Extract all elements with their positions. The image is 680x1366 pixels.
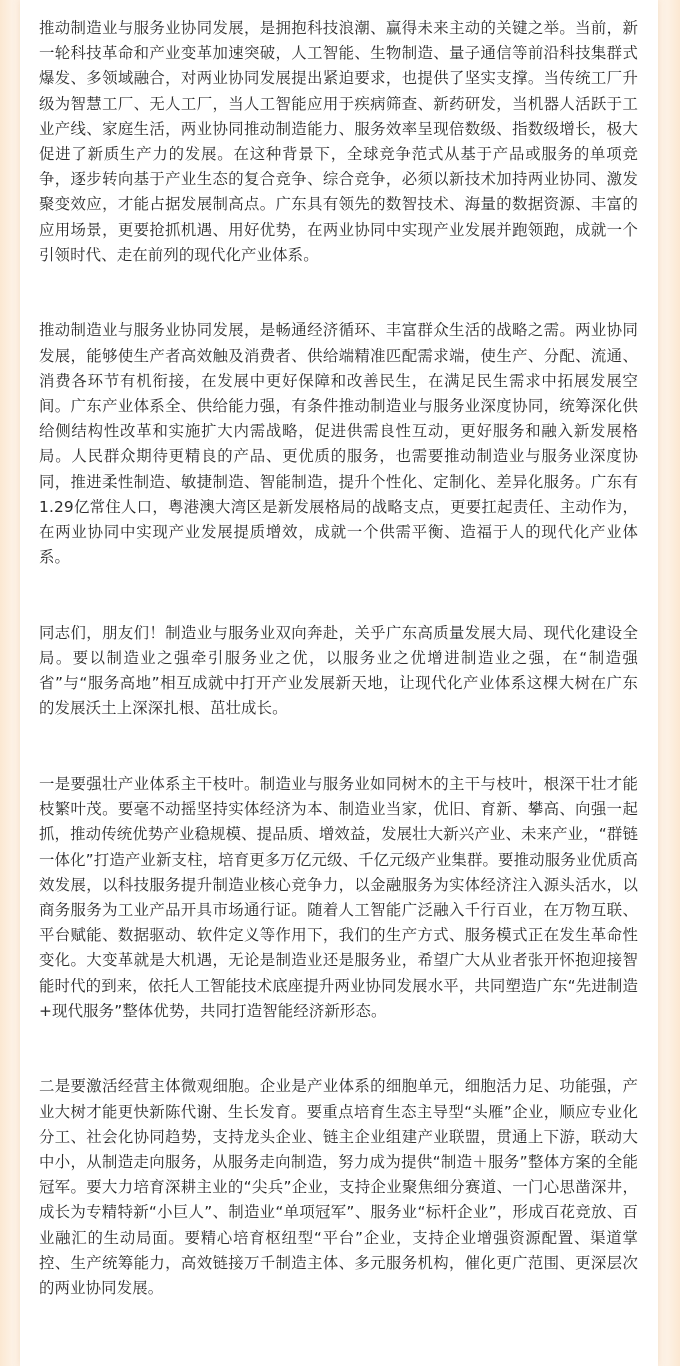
article-card	[20, 0, 658, 1366]
article-paragraph-4: 一是要强壮产业体系主干枝叶。制造业与服务业如同树木的主干与枝叶，根深干壮才能枝繁叶茂。要毫不动摇坚持实体经济为本、制造业当家，优旧、育新、攀高、向强一起抓，推动传统优势产业稳规模、提品质、增效益，发展壮大新兴产业、未来产业，“群链一体化”打造产业新支柱，培育更多万亿元级、千亿元级产业集群。要推动服务业优质高效发展，以科技服务提升制造业核心竞争力，以金融服务为实体经济注入源头活水，以商务服务为工业产品开具市场通行证。随着人工智能广泛融入千行百业，在万物互联、平台赋能、数据驱动、软件定义等作用下，我们的生产方式、服务模式正在发生革命性变化。大变革就是大机遇，无论是制造业还是服务业，希望广大从业者张开怀抱迎接智能时代的到来，依托人工智能技术底座提升两业协同发展水平，共同塑造广东“先进制造+现代服务”整体优势，共同打造智能经济新形态。	[39, 775, 638, 1020]
article-paragraph-2: 推动制造业与服务业协同发展，是畅通经济循环、丰富群众生活的战略之需。两业协同发展，能够使生产者高效触及消费者、供给端精准匹配需求端，使生产、分配、流通、消费各环节有机衔接，在发展中更好保障和改善民生，在满足民生需求中拓展发展空间。广东产业体系全、供给能力强，有条件推动制造业与服务业深度协同，统筹深化供给侧结构性改革和实施扩大内需战略，促进供需良性互动，更好服务和融入新发展格局。人民群众期待更精良的产品、更优质的服务，也需要推动制造业与服务业深度协同，推进柔性制造、敏捷制造、智能制造，提升个性化、定制化、差异化服务。广东有1.29亿常住人口，粤港澳大湾区是新发展格局的战略支点，更要扛起责任、主动作为，在两业协同中实现产业发展提质增效，成就一个供需平衡、造福于人的现代化产业体系。	[39, 321, 638, 567]
article-paragraph-1: 推动制造业与服务业协同发展，是拥抱科技浪潮、赢得未来主动的关键之举。当前，新一轮科技革命和产业变革加速突破，人工智能、生物制造、量子通信等前沿科技集群式爆发、多领域融合，对两业协同发展提出紧迫要求，也提供了坚实支撑。当传统工厂升级为智慧工厂、无人工厂，当人工智能应用于疾病筛查、新药研发，当机器人活跃于工业产线、家庭生活，两业协同推动制造能力、服务效率呈现倍数级、指数级增长，极大促进了新质生产力的发展。在这种背景下，全球竞争范式从基于产品或服务的单项竞争，逐步转向基于产业生态的复合竞争、综合竞争，必须以新技术加持两业协同、激发聚变效应，才能占据发展制高点。广东具有领先的数智技术、海量的数据资源、丰富的应用场景，更要抢抓机遇、用好优势，在两业协同中实现产业发展并跑领跑，成就一个引领时代、走在前列的现代化产业体系。	[39, 19, 638, 264]
article-paragraph-5: 二是要激活经营主体微观细胞。企业是产业体系的细胞单元，细胞活力足、功能强，产业大树才能更快新陈代谢、生长发育。要重点培育生态主导型“头雁”企业，顺应专业化分工、社会化协同趋势，支持龙头企业、链主企业组建产业联盟，贯通上下游，联动大中小，从制造走向服务，从服务走向制造，努力成为提供“制造＋服务”整体方案的全能冠军。要大力培育深耕主业的“尖兵”企业，支持企业聚焦细分赛道、一门心思凿深井，成长为专精特新“小巨人”、制造业“单项冠军”、服务业“标杆企业”，形成百花竞放、百业融汇的生动局面。要精心培育枢纽型“平台”企业，支持企业增强资源配置、渠道掌控、生产统筹能力，高效链接万千制造主体、多元服务机构，催化更广范围、更深层次的两业协同发展。	[39, 1077, 638, 1298]
article-body	[20, 0, 658, 1301]
article-paragraph-3: 同志们，朋友们！制造业与服务业双向奔赴，关乎广东高质量发展大局、现代化建设全局。要以制造业之强牵引服务业之优，以服务业之优增进制造业之强，在“制造强省”与“服务高地”相互成就中打开产业发展新天地，让现代化产业体系这棵大树在广东的发展沃土上深深扎根、茁壮成长。	[39, 623, 638, 718]
